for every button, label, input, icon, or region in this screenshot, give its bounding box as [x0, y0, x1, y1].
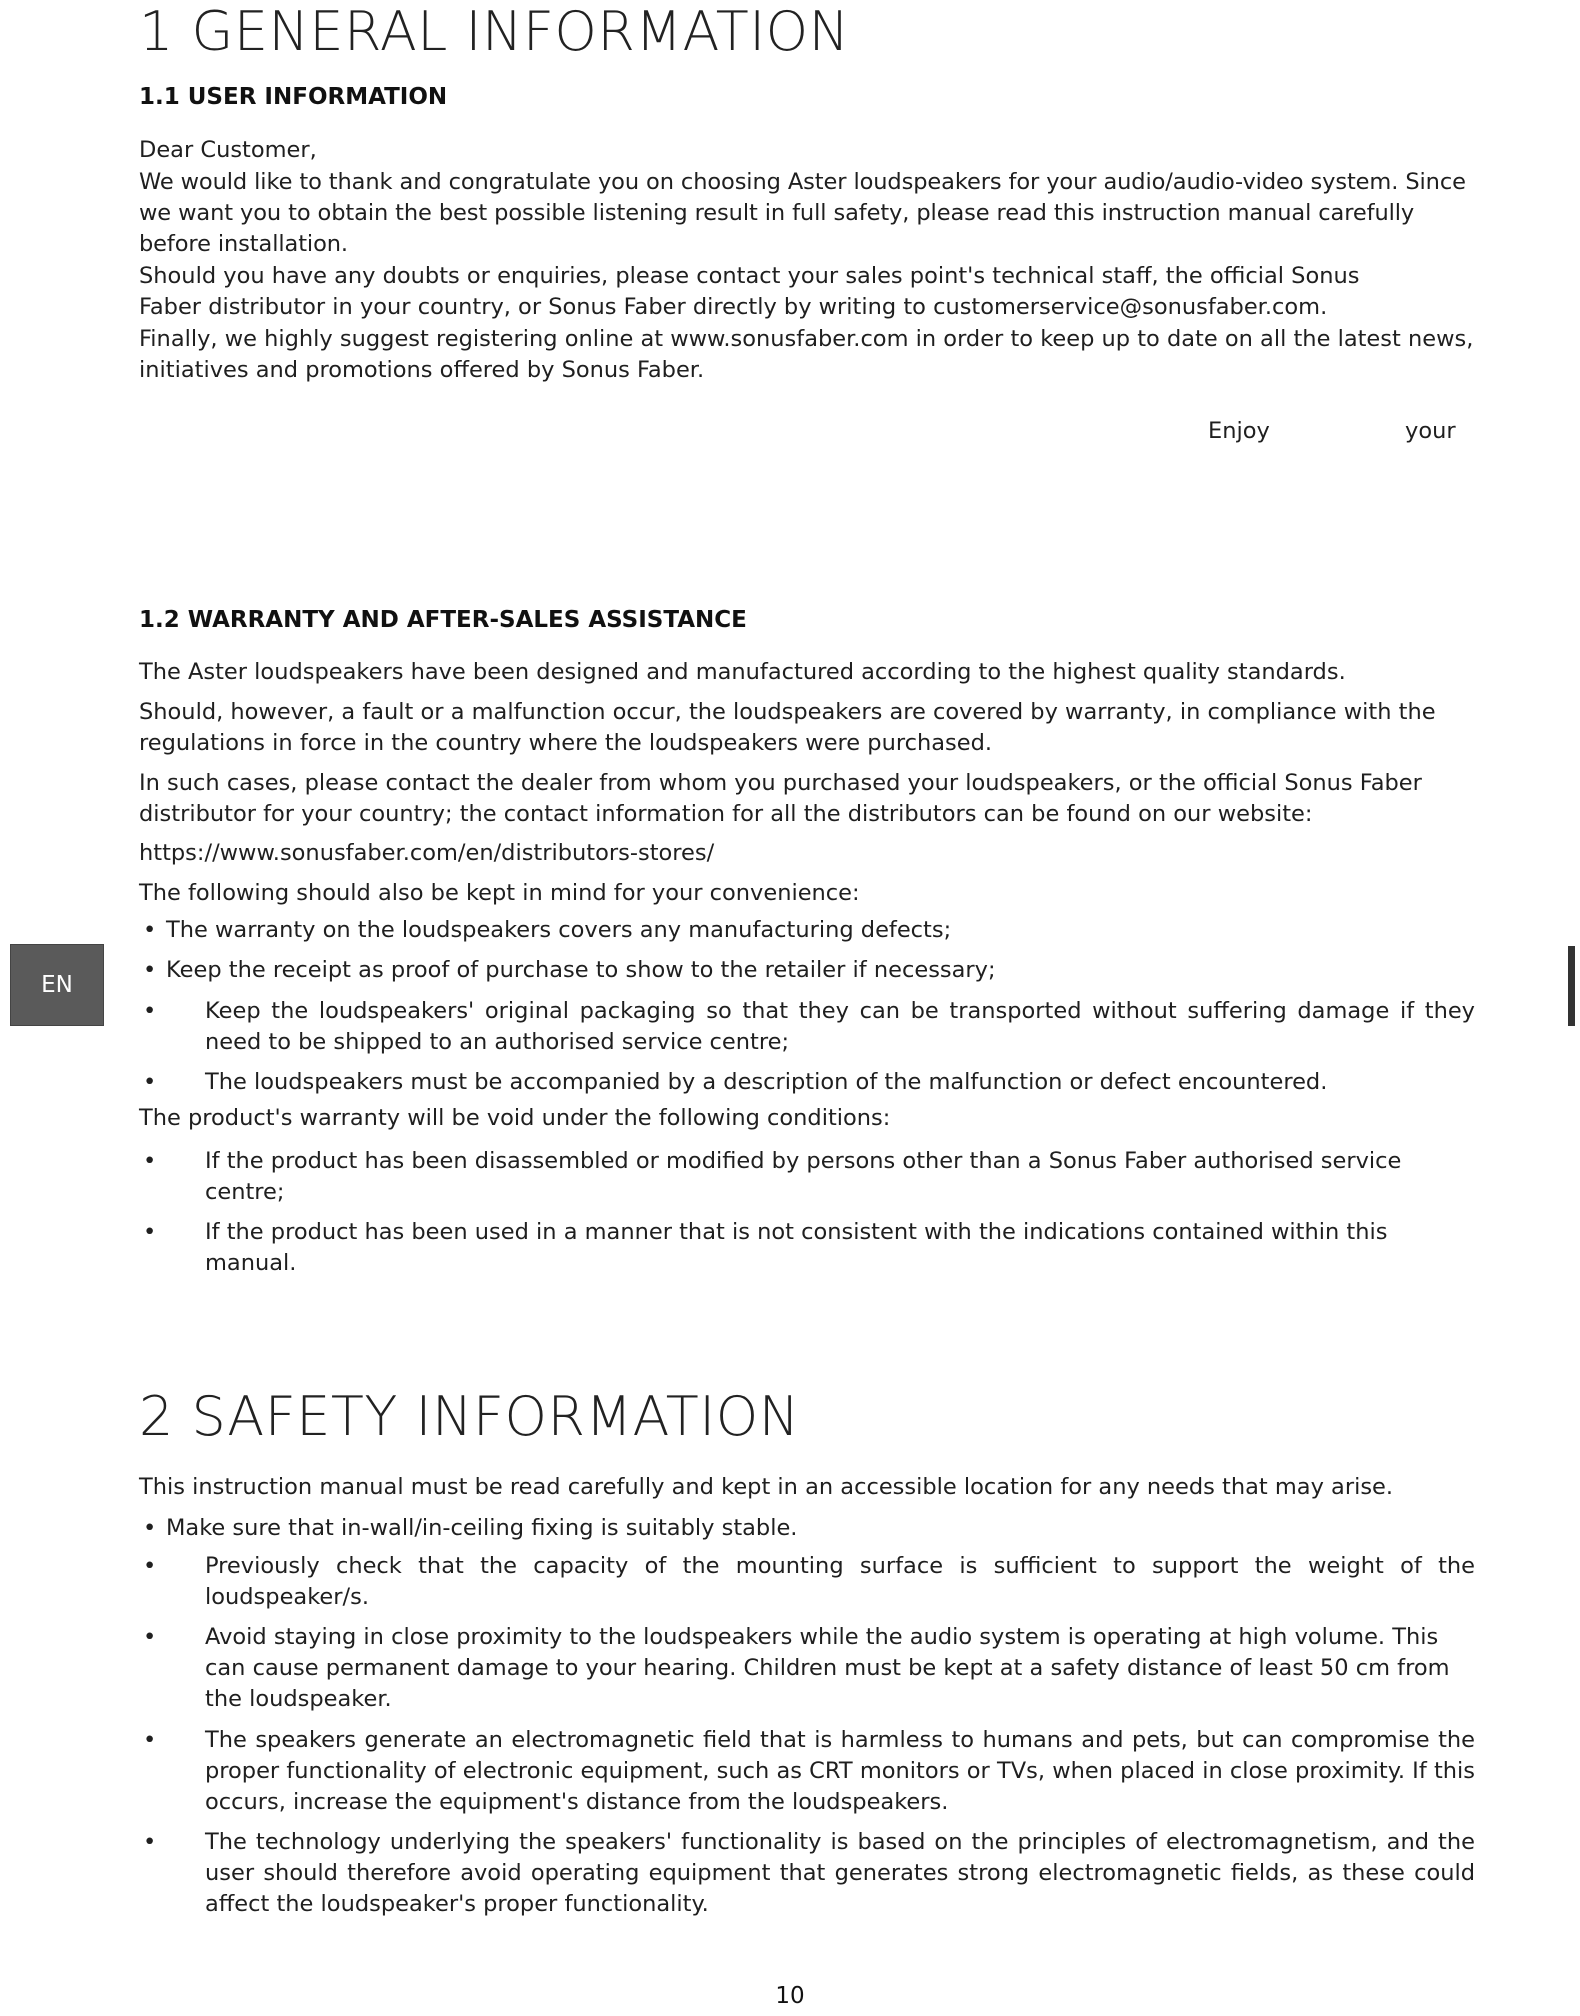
warranty-paragraph-3: In such cases, please contact the dealer from whom you purchased your loudspeakers, or the official Sonus Faber distributor for your country; the contact information for all the distributors can be found on our website:	[139, 770, 1422, 827]
list-item-text: The loudspeakers must be accompanied by a description of the malfunction or defect encountered.	[205, 1069, 1328, 1095]
closing-word-your: your	[1405, 418, 1456, 444]
registration-paragraph: Finally, we highly suggest registering online at www.sonusfaber.com in order to keep up to date on all the latest news, initiatives and promotions offered by Sonus Faber.	[139, 326, 1474, 383]
contact-paragraph: Should you have any doubts or enquiries, please contact your sales point's technical staff, the official Sonus Faber distributor in your country, or Sonus Faber directly by writing to customerservice@sonusfaber.com.	[139, 263, 1360, 320]
list-item-text: Keep the receipt as proof of purchase to show to the retailer if necessary;	[166, 957, 996, 983]
list-item-text: Avoid staying in close proximity to the loudspeakers while the audio system is operating at high volume. This can cause permanent damage to your hearing. Children must be kept at a safety distance of least 50 cm from the loudspeaker.	[205, 1624, 1450, 1712]
list-item-text: Keep the loudspeakers' original packaging so that they can be transported without suffering damage if they need to be shipped to an authorised service centre;	[205, 998, 1475, 1055]
void-conditions-intro: The product's warranty will be void under the following conditions:	[139, 1105, 891, 1131]
list-item-text: The technology underlying the speakers' functionality is based on the principles of electromagnetism, and the user should therefore avoid operating equipment that generates strong electromagnetic fields, as these could affect the loudspeaker's proper functionality.	[205, 1829, 1475, 1917]
user-information-heading: 1.1 USER INFORMATION	[139, 84, 448, 110]
list-item-text: If the product has been used in a manner that is not consistent with the indications contained within this manual.	[205, 1219, 1388, 1276]
bullet-icon: •	[143, 1219, 157, 1245]
closing-word-enjoy: Enjoy	[1208, 418, 1270, 444]
bullet-icon: •	[143, 917, 157, 943]
list-item-text: Previously check that the capacity of the mounting surface is sufficient to support the weight of the loudspeaker/s.	[205, 1553, 1475, 1610]
warranty-paragraph-1: The Aster loudspeakers have been designed and manufactured according to the highest quality standards.	[139, 659, 1346, 685]
bullet-icon: •	[143, 998, 157, 1024]
page-edge-marker	[1568, 946, 1575, 1026]
bullet-icon: •	[143, 957, 157, 983]
list-item-text: If the product has been disassembled or modified by persons other than a Sonus Faber authorised service centre;	[205, 1148, 1402, 1205]
language-tab: EN	[10, 944, 104, 1026]
list-item-text: Make sure that in-wall/in-ceiling fixing is suitably stable.	[166, 1515, 798, 1541]
list-item-text: The speakers generate an electromagnetic field that is harmless to humans and pets, but can compromise the proper functionality of electronic equipment, such as CRT monitors or TVs, when placed in close proximity. If this occurs, increase the equipment's distance from the loudspeakers.	[205, 1727, 1475, 1815]
bullet-icon: •	[143, 1069, 157, 1095]
warranty-paragraph-4: The following should also be kept in mind for your convenience:	[139, 880, 860, 906]
bullet-icon: •	[143, 1148, 157, 1174]
warranty-heading: 1.2 WARRANTY AND AFTER-SALES ASSISTANCE	[139, 607, 747, 633]
distributors-url: https://www.sonusfaber.com/en/distributors-stores/	[139, 840, 715, 866]
list-item-text: The warranty on the loudspeakers covers any manufacturing defects;	[166, 917, 952, 943]
safety-intro: This instruction manual must be read carefully and kept in an accessible location for any needs that may arise.	[139, 1474, 1394, 1500]
bullet-icon: •	[143, 1727, 157, 1753]
bullet-icon: •	[143, 1624, 157, 1650]
salutation: Dear Customer,	[139, 137, 317, 163]
section-1-title: 1 GENERAL INFORMATION	[139, 0, 850, 63]
bullet-icon: •	[143, 1515, 157, 1541]
bullet-icon: •	[143, 1553, 157, 1579]
bullet-icon: •	[143, 1829, 157, 1855]
intro-paragraph: We would like to thank and congratulate you on choosing Aster loudspeakers for your audio/audio-video system. Since we want you to obtain the best possible listening result in full safety, please read this instruction manual carefully before installation.	[139, 169, 1466, 257]
section-2-title: 2 SAFETY INFORMATION	[139, 1385, 800, 1448]
warranty-paragraph-2: Should, however, a fault or a malfunction occur, the loudspeakers are covered by warranty, in compliance with the regulations in force in the country where the loudspeakers were purchased.	[139, 699, 1436, 756]
page-number: 10	[775, 1983, 805, 2009]
